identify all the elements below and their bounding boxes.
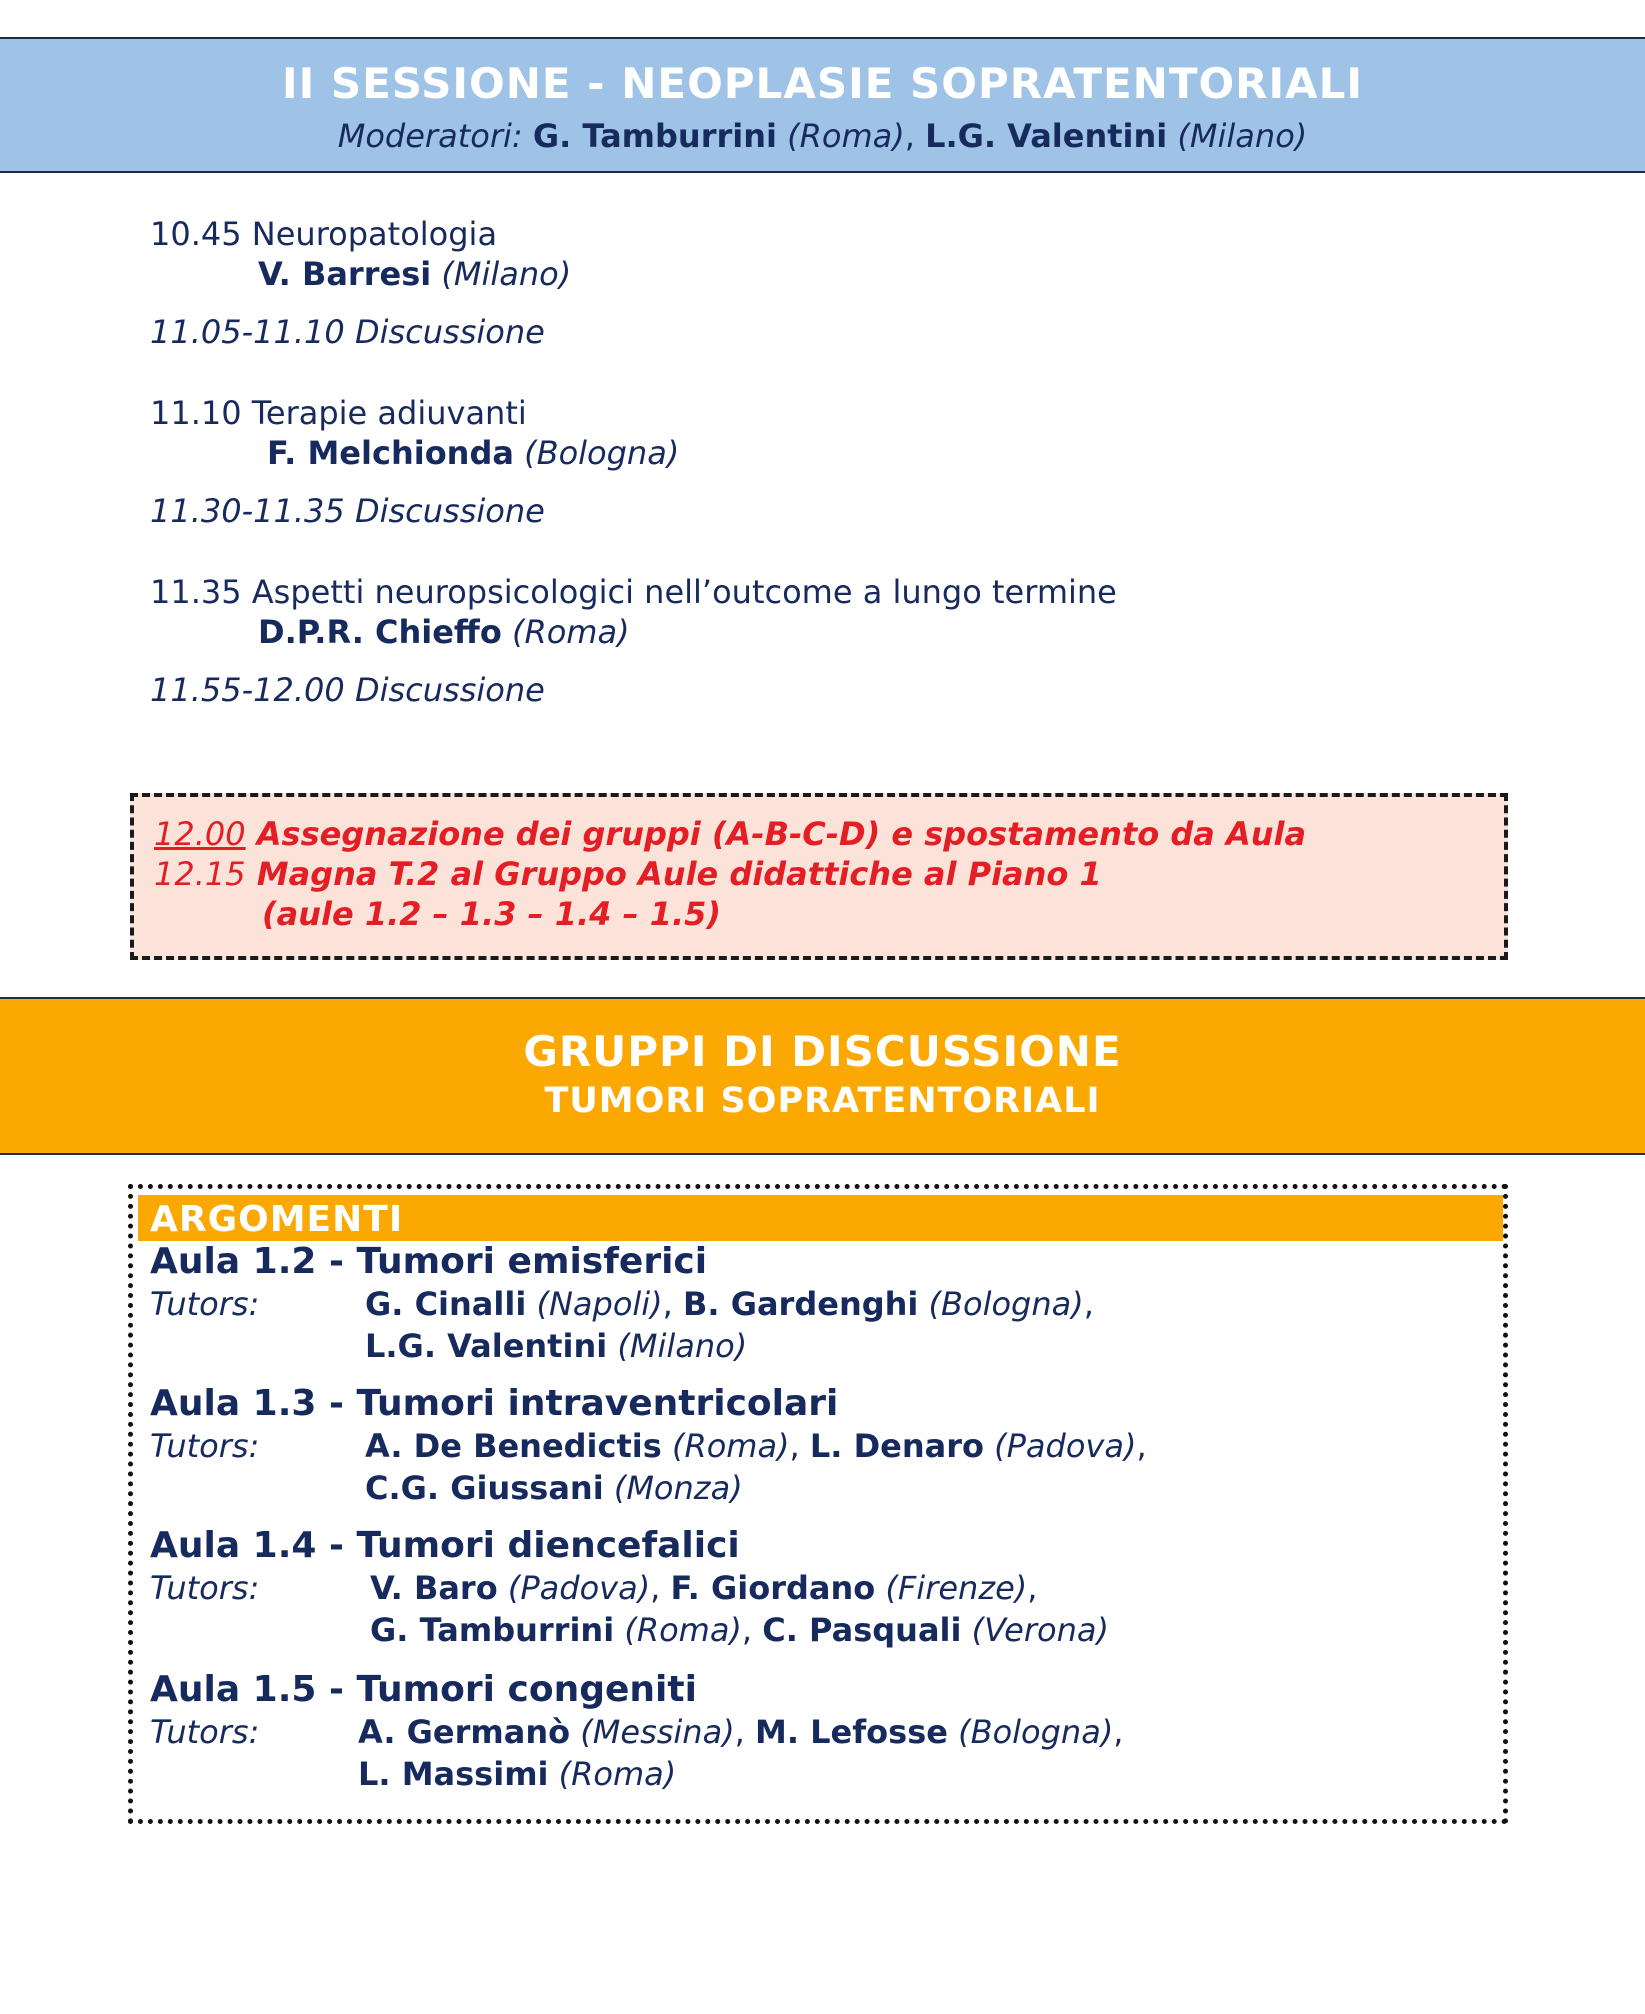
aula-block <box>150 1383 1147 1509</box>
tutors-names <box>365 1283 1094 1325</box>
separator: , <box>1113 1713 1124 1751</box>
group-assignment-notice <box>130 793 1508 960</box>
separator: , <box>650 1569 671 1607</box>
aula-block <box>150 1525 1109 1651</box>
topics-box <box>128 1184 1508 1824</box>
program-time: 10.45 <box>150 215 242 253</box>
tutors-line <box>150 1325 748 1367</box>
aula-block <box>150 1669 1124 1795</box>
moderator-name: L.G. Valentini <box>925 117 1168 155</box>
tutors-names <box>358 1753 676 1795</box>
tutor-name: A. Germanò <box>358 1713 571 1751</box>
tutors-line <box>150 1425 1147 1467</box>
aula-title: Aula 1.4 - Tumori diencefalici <box>150 1525 740 1566</box>
groups-subtitle: TUMORI SOPRATENTORIALI <box>544 1081 1101 1121</box>
tutor-city: (Messina) <box>580 1713 735 1751</box>
tutor-name: C.G. Giussani <box>365 1469 604 1507</box>
tutor-name: A. De Benedictis <box>365 1427 662 1465</box>
tutors-names <box>370 1609 1109 1651</box>
aula-title: Aula 1.3 - Tumori intraventricolari <box>150 1383 839 1424</box>
tutor-city: (Verona) <box>971 1611 1109 1649</box>
program-title: Terapie adiuvanti <box>251 394 527 432</box>
program-discussion: 11.30-11.35 Discussione <box>150 492 545 530</box>
tutor-name: C. Pasquali <box>762 1611 962 1649</box>
tutors-line <box>150 1609 1109 1651</box>
program-title: Neuropatologia <box>251 215 498 253</box>
moderators-line: Moderatori: G. Tamburrini (Roma), L.G. Valentini (Milano) <box>337 117 1308 155</box>
tutor-name: G. Cinalli <box>365 1285 527 1323</box>
program-time: 11.10 <box>150 394 242 432</box>
separator: , <box>734 1713 756 1751</box>
program-item <box>150 393 679 473</box>
notice-line <box>154 814 1306 854</box>
notice-text: (aule 1.2 – 1.3 – 1.4 – 1.5) <box>262 895 722 933</box>
tutor-city: (Roma) <box>671 1427 790 1465</box>
notice-time: 12.15 <box>154 855 246 893</box>
tutors-names <box>370 1567 1037 1609</box>
tutor-city: (Bologna) <box>928 1285 1084 1323</box>
aula-title: Aula 1.2 - Tumori emisferici <box>150 1241 708 1282</box>
separator: , <box>1136 1427 1147 1465</box>
moderators-label: Moderatori: <box>337 117 523 155</box>
tutors-label: Tutors: <box>150 1285 260 1323</box>
tutor-city: (Milano) <box>617 1327 748 1365</box>
moderator-city: (Roma) <box>787 117 905 155</box>
tutor-city: (Bologna) <box>958 1713 1114 1751</box>
speaker-city: (Milano) <box>441 255 572 293</box>
tutor-name: V. Baro <box>370 1569 498 1607</box>
tutors-line <box>150 1567 1038 1609</box>
tutors-label: Tutors: <box>150 1427 260 1465</box>
tutor-city: (Firenze) <box>885 1569 1028 1607</box>
program-discussion: 11.05-11.10 Discussione <box>150 313 545 351</box>
aula-block <box>150 1241 1094 1367</box>
tutor-name: L.G. Valentini <box>365 1327 608 1365</box>
tutor-name: F. Giordano <box>670 1569 876 1607</box>
tutors-names <box>365 1425 1147 1467</box>
speaker-city: (Roma) <box>512 613 630 651</box>
speaker-name: F. Melchionda <box>267 434 514 472</box>
discussion-groups-band <box>0 997 1645 1155</box>
tutor-name: G. Tamburrini <box>370 1611 615 1649</box>
tutors-label: Tutors: <box>150 1713 260 1751</box>
notice-time: 12.00 <box>154 815 246 853</box>
tutors-label: Tutors: <box>150 1569 260 1607</box>
separator: , <box>1083 1285 1094 1323</box>
speaker-name: V. Barresi <box>258 255 432 293</box>
tutor-name: L. Denaro <box>809 1427 984 1465</box>
tutors-names <box>365 1467 743 1509</box>
separator: , <box>789 1427 810 1465</box>
tutor-city: (Padova) <box>994 1427 1137 1465</box>
program-speaker-line <box>150 433 679 473</box>
notice-text: Magna T.2 al Gruppo Aule didattiche al Piano 1 <box>256 855 1102 893</box>
session-title: II SESSIONE - NEOPLASIE SOPRATENTORIALI <box>281 59 1364 108</box>
tutors-names <box>365 1325 747 1367</box>
tutors-line <box>150 1753 697 1795</box>
program-discussion: 11.55-12.00 Discussione <box>150 671 545 709</box>
topics-header: ARGOMENTI <box>138 1195 1503 1241</box>
tutors-line <box>150 1283 1094 1325</box>
tutor-city: (Monza) <box>613 1469 743 1507</box>
tutor-name: B. Gardenghi <box>683 1285 919 1323</box>
tutors-names <box>358 1711 1123 1753</box>
tutor-city: (Napoli) <box>536 1285 663 1323</box>
separator: , <box>741 1611 763 1649</box>
program-speaker-line <box>150 254 571 294</box>
tutor-city: (Roma) <box>624 1611 742 1649</box>
tutors-line <box>150 1711 1124 1753</box>
groups-title: GRUPPI DI DISCUSSIONE <box>523 1027 1122 1076</box>
aula-title: Aula 1.5 - Tumori congeniti <box>150 1669 697 1710</box>
notice-line <box>154 854 1102 894</box>
program-item <box>150 214 571 294</box>
tutors-line <box>150 1467 838 1509</box>
tutor-city: (Padova) <box>507 1569 651 1607</box>
separator: , <box>1027 1569 1038 1607</box>
moderator-name: G. Tamburrini <box>532 117 777 155</box>
program-item <box>150 572 1117 652</box>
tutor-city: (Roma) <box>558 1755 677 1793</box>
separator: , <box>662 1285 683 1323</box>
session-header-band <box>0 37 1645 173</box>
tutor-name: M. Lefosse <box>755 1713 948 1751</box>
program-speaker-line <box>150 612 1117 652</box>
program-time: 11.35 <box>150 573 242 611</box>
notice-text: Assegnazione dei gruppi (A-B-C-D) e spostamento da Aula <box>256 815 1307 853</box>
speaker-city: (Bologna) <box>524 434 680 472</box>
moderator-city: (Milano) <box>1177 117 1308 155</box>
program-title: Aspetti neuropsicologici nell’outcome a lungo termine <box>251 573 1117 611</box>
tutor-name: L. Massimi <box>358 1755 549 1793</box>
speaker-name: D.P.R. Chieffo <box>258 613 502 651</box>
